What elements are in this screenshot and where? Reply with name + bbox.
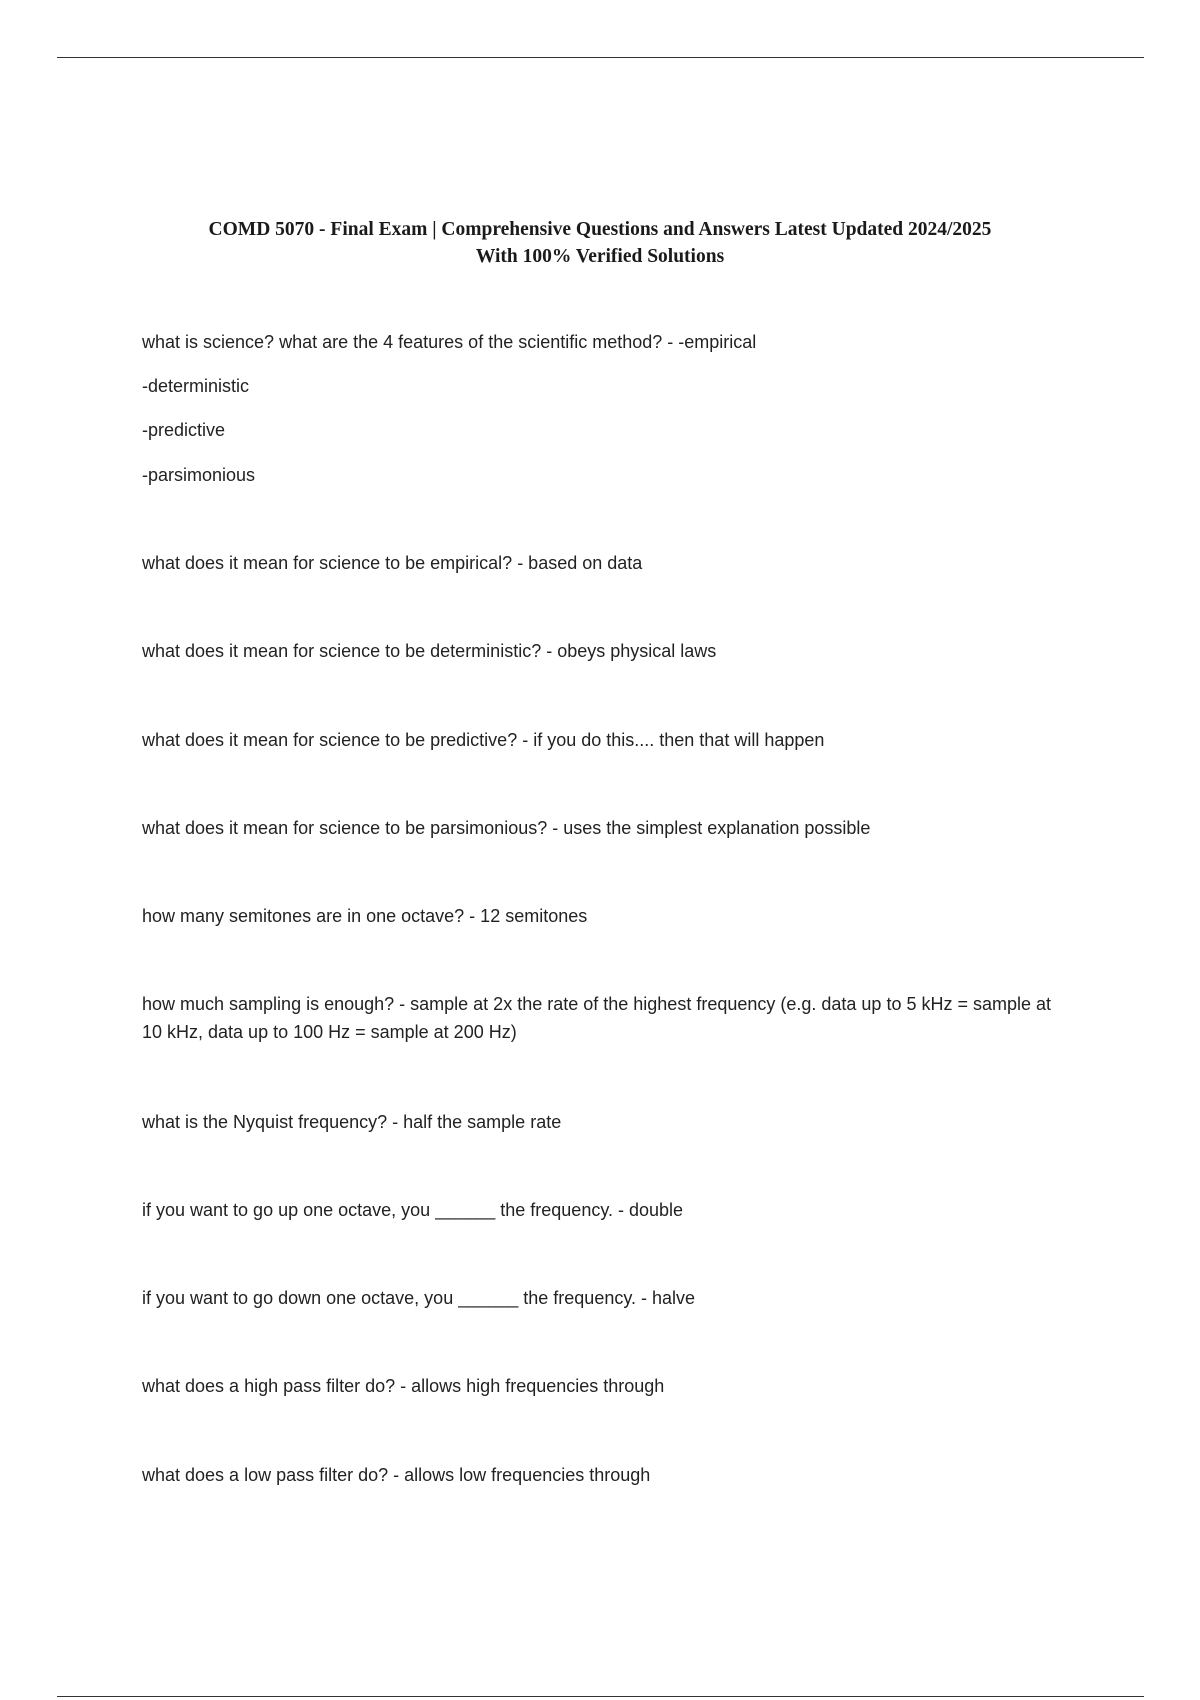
document-title [60, 216, 1140, 270]
header-rule [57, 57, 1144, 58]
footer-rule [57, 1696, 1144, 1697]
qa-item-low-pass: what does a low pass filter do? - allows low frequencies through [142, 1465, 651, 1485]
qa-item-octave-down: if you want to go down one octave, you ______ the frequency. - halve [142, 1288, 696, 1308]
qa-item-deterministic: -deterministic [142, 376, 250, 396]
qa-item-deterministic-meaning: what does it mean for science to be deterministic? - obeys physical laws [142, 641, 717, 661]
qa-item-predictive-meaning: what does it mean for science to be predictive? - if you do this.... then that will happen [142, 730, 825, 750]
qa-item-high-pass: what does a high pass filter do? - allows high frequencies through [142, 1376, 665, 1396]
qa-item-empirical-meaning: what does it mean for science to be empirical? - based on data [142, 553, 643, 573]
qa-item-nyquist: what is the Nyquist frequency? - half the sample rate [142, 1112, 562, 1132]
qa-item-octave-up: if you want to go up one octave, you ______ the frequency. - double [142, 1200, 684, 1220]
qa-item-scientific-method: what is science? what are the 4 features of the scientific method? - -empirical [142, 332, 757, 352]
qa-item-parsimonious: -parsimonious [142, 465, 256, 485]
qa-item-predictive: -predictive [142, 420, 226, 440]
qa-item-parsimonious-meaning: what does it mean for science to be parsimonious? - uses the simplest explanation possible [142, 818, 871, 838]
title-line-1: COMD 5070 - Final Exam | Comprehensive Questions and Answers Latest Updated 2024/2025 [208, 219, 992, 240]
qa-item-sampling: how much sampling is enough? - sample at 2x the rate of the highest frequency (e.g. data up to 5 kHz = sample at 10 kHz, data up to 100 Hz = sample at 200 Hz) [142, 994, 1052, 1042]
qa-item-semitones: how many semitones are in one octave? - 12 semitones [142, 906, 588, 926]
title-line-2: With 100% Verified Solutions [475, 246, 725, 267]
